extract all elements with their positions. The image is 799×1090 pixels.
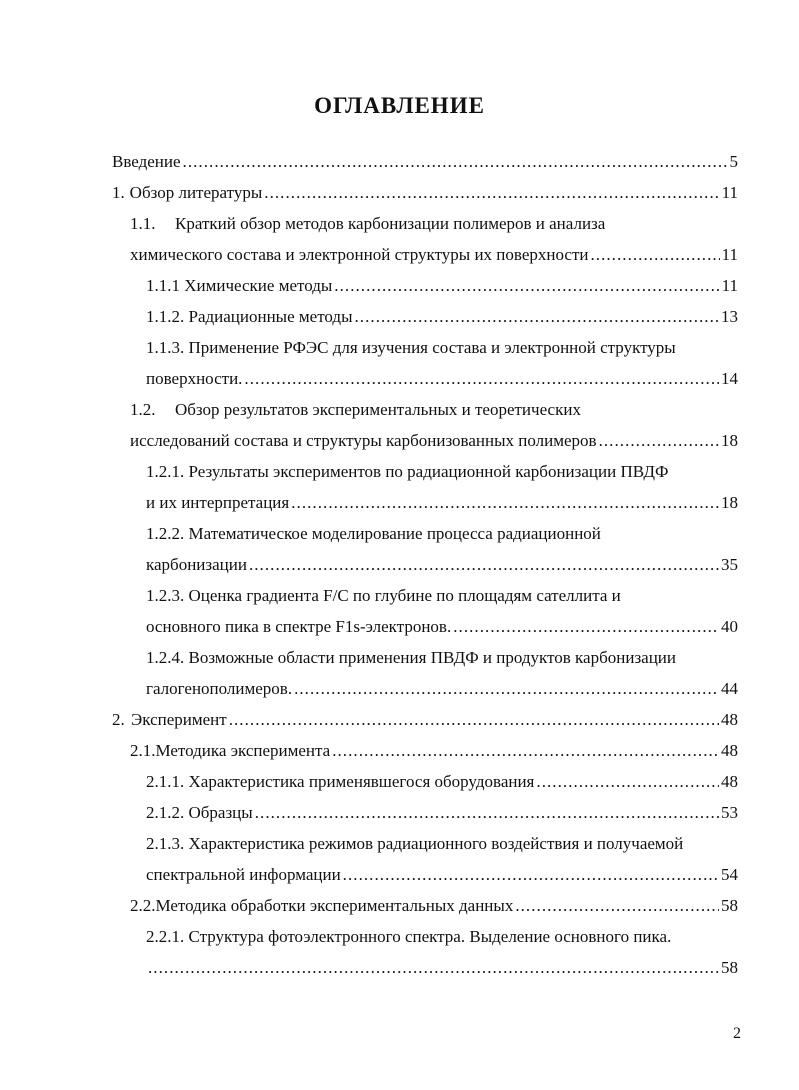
leader-dots — [332, 735, 719, 766]
toc-page-number: 13 — [721, 307, 738, 326]
toc-page-number: 5 — [729, 152, 738, 171]
toc-entry-text: поверхности. — [146, 369, 243, 388]
toc-entry-text-line1: 2.2.1. Структура фотоэлектронного спектра. Выделение основного пика. — [146, 927, 672, 946]
toc-entry-section-2-1-3-line1[interactable] — [146, 828, 683, 859]
toc-entry-text: 1.1.1 Химические методы — [146, 276, 333, 295]
toc-entry-text: спектральной информации — [146, 865, 341, 884]
leader-dots — [291, 487, 719, 518]
toc-entry-section-2-2-1[interactable] — [146, 952, 738, 983]
toc-entry-section-1-1-2[interactable] — [146, 301, 738, 332]
toc-entry-text: химического состава и электронной структуры их поверхности — [130, 245, 589, 264]
toc-page-number: 48 — [721, 772, 738, 791]
toc-page-number: 58 — [721, 896, 738, 915]
toc-entry-text: 2.1.2. Образцы — [146, 803, 253, 822]
toc-entry-section-1-1-line1[interactable] — [130, 208, 605, 239]
leader-dots — [264, 177, 719, 208]
toc-entry-number: 2. — [112, 710, 125, 729]
toc-entry-chapter-2[interactable] — [112, 704, 738, 735]
toc-entry-section-1-1-3[interactable] — [146, 363, 738, 394]
toc-page-number: 58 — [721, 958, 738, 977]
leader-dots — [244, 363, 719, 394]
leader-dots — [599, 425, 719, 456]
leader-dots — [255, 797, 719, 828]
toc-entry-section-1-2-3[interactable] — [146, 611, 738, 642]
toc-entry-introduction[interactable] — [112, 146, 738, 177]
page-title: ОГЛАВЛЕНИЕ — [314, 93, 485, 118]
toc-entry-section-1-2-2[interactable] — [146, 549, 738, 580]
leader-dots — [294, 673, 719, 704]
leader-dots — [453, 611, 719, 642]
leader-dots — [536, 766, 719, 797]
toc-entry-text: галогенополимеров. — [146, 679, 293, 698]
leader-dots — [515, 890, 719, 921]
toc-page-number: 18 — [721, 493, 738, 512]
toc-entry-text: Методика обработки экспериментальных данных — [155, 896, 514, 915]
toc-entry-text-line1: Краткий обзор методов карбонизации полимеров и анализа — [175, 214, 606, 233]
toc-entry-section-1-2-2-line1[interactable] — [146, 518, 601, 549]
toc-page-number: 48 — [721, 710, 738, 729]
toc-entry-section-1-2-3-line1[interactable] — [146, 580, 621, 611]
toc-entry-section-1-2-line1[interactable] — [130, 394, 581, 425]
toc-entry-number: 1.1. — [130, 214, 156, 233]
leader-dots — [249, 549, 719, 580]
toc-entry-number: 2.1. — [130, 741, 156, 760]
toc-entry-section-2-2-1-line1[interactable] — [146, 921, 671, 952]
toc-entry-text-line1: 1.2.4. Возможные области применения ПВДФ и продуктов карбонизации — [146, 648, 677, 667]
toc-entry-section-2-2[interactable] — [130, 890, 738, 921]
toc-entry-text: и их интерпретация — [146, 493, 290, 512]
toc-entry-number: 1. — [112, 183, 125, 202]
toc-page-number: 44 — [721, 679, 738, 698]
toc-page-number: 54 — [721, 865, 738, 884]
toc-entry-section-1-2-1-line1[interactable] — [146, 456, 668, 487]
toc-entry-text: Эксперимент — [131, 710, 227, 729]
toc-entry-text-line1: 1.1.3. Применение РФЭС для изучения состава и электронной структуры — [146, 338, 676, 357]
toc-entry-number: 1.2. — [130, 400, 156, 419]
toc-entry-section-1-2-1[interactable] — [146, 487, 738, 518]
toc-entry-section-1-1[interactable] — [130, 239, 738, 270]
leader-dots — [229, 704, 719, 735]
toc-page-number: 14 — [721, 369, 738, 388]
toc-entry-section-1-2-4[interactable] — [146, 673, 738, 704]
toc-entry-text-line1: 1.2.1. Результаты экспериментов по радиационной карбонизации ПВДФ — [146, 462, 669, 481]
toc-page-number: 40 — [721, 617, 738, 636]
toc-entry-text: Введение — [112, 152, 181, 171]
toc-page-number: 11 — [721, 245, 738, 264]
toc-entry-section-1-1-3-line1[interactable] — [146, 332, 676, 363]
page-number: 2 — [733, 1025, 741, 1042]
toc-entry-text-line1: 1.2.2. Математическое моделирование процесса радиационной — [146, 524, 601, 543]
leader-dots — [183, 146, 728, 177]
toc-entry-section-1-2[interactable] — [130, 425, 738, 456]
toc-entry-text: Обзор литературы — [129, 183, 263, 202]
toc-page-number: 35 — [721, 555, 738, 574]
toc-entry-section-2-1-2[interactable] — [146, 797, 738, 828]
toc-entry-section-2-1[interactable] — [130, 735, 738, 766]
toc-page-number: 18 — [721, 431, 738, 450]
toc-entry-text: карбонизации — [146, 555, 247, 574]
toc-page-number: 11 — [721, 183, 738, 202]
toc-entry-text: исследований состава и структуры карбонизованных полимеров — [130, 431, 597, 450]
toc-entry-section-2-1-1[interactable] — [146, 766, 738, 797]
toc-entry-section-1-1-1[interactable] — [146, 270, 738, 301]
toc-entry-section-2-1-3[interactable] — [146, 859, 738, 890]
leader-dots — [355, 301, 720, 332]
leader-dots — [590, 239, 719, 270]
toc-entry-section-1-2-4-line1[interactable] — [146, 642, 676, 673]
leader-dots — [343, 859, 719, 890]
leader-dots — [334, 270, 719, 301]
leader-dots — [148, 952, 719, 983]
toc-page-number: 48 — [721, 741, 738, 760]
toc-entry-text: 2.1.1. Характеристика применявшегося оборудования — [146, 772, 535, 791]
toc-entry-text-line1: Обзор результатов экспериментальных и теоретических — [175, 400, 581, 419]
toc-page-number: 53 — [721, 803, 738, 822]
toc-entry-text: Методика эксперимента — [155, 741, 331, 760]
toc-entry-text-line1: 1.2.3. Оценка градиента F/C по глубине по площадям сателлита и — [146, 586, 621, 605]
toc-entry-text-line1: 2.1.3. Характеристика режимов радиационного воздействия и получаемой — [146, 834, 684, 853]
toc-entry-text: основного пика в спектре F1s-электронов. — [146, 617, 452, 636]
toc-page-number: 11 — [721, 276, 738, 295]
toc-entry-chapter-1[interactable] — [112, 177, 738, 208]
toc-entry-text: 1.1.2. Радиационные методы — [146, 307, 353, 326]
toc-entry-number: 2.2. — [130, 896, 156, 915]
